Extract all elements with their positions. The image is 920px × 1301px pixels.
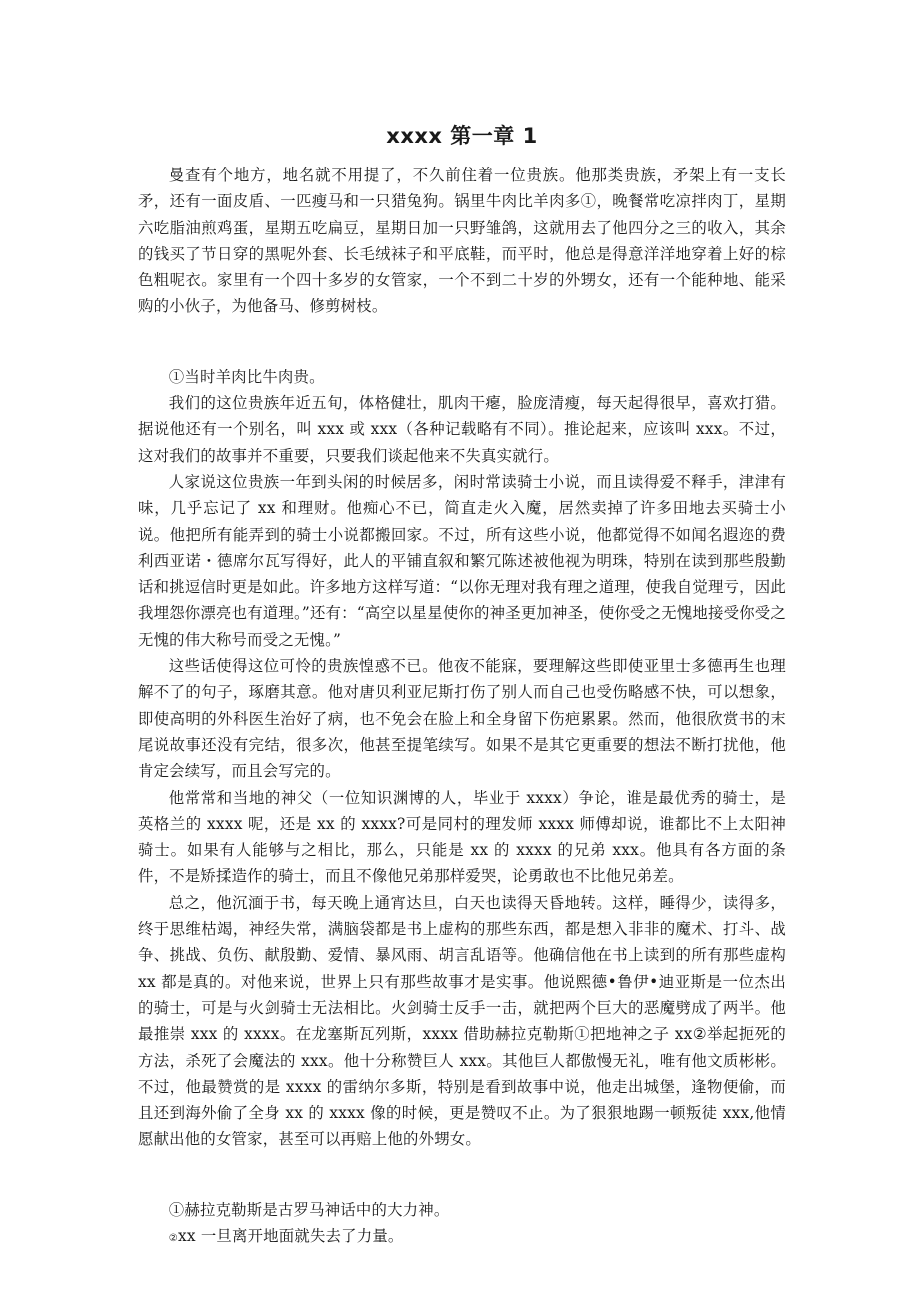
spacer (138, 1153, 786, 1197)
paragraph: 曼查有个地方，地名就不用提了，不久前住着一位贵族。他那类贵族，矛架上有一支长矛，还有一面皮盾、一匹瘦马和一只猎兔狗。锅里牛肉比羊肉多①，晚餐常吃凉拌肉丁，星期六吃脂油煎鸡蛋，星期五吃扁豆，星期日加一只野雏鸽，这就用去了他四分之三的收入，其余的钱买了节日穿的黑呢外套、长毛绒袜子和平底鞋，而平时，他总是得意洋洋地穿着上好的棕色粗呢衣。家里有一个四十多岁的女管家，一个不到二十岁的外甥女，还有一个能种地、能采购的小伙子，为他备马、修剪树枝。 (138, 166, 786, 316)
footnote-text: xx 一旦离开地面就失去了力量。 (177, 1226, 404, 1245)
paragraph: 这些话使得这位可怜的贵族惶惑不已。他夜不能寐，要理解这些即使亚里士多德再生也理解不了的句子，琢磨其意。他对唐贝利亚尼斯打伤了别人而自己也受伤略感不快，可以想象，即使高明的外科医生治好了病，也不免会在脸上和全身留下伤疤累累。然而，他很欣赏书的末尾说故事还没有完结，很多次，他甚至提笔续写。如果不是其它更重要的想法不断打扰他，他肯定会续写，而且会写完的。 (138, 657, 786, 781)
footnote: ①当时羊肉比牛肉贵。 (168, 367, 325, 386)
footnote-mark: ② (168, 1232, 178, 1244)
footnote: ①赫拉克勒斯是古罗马神话中的大力神。 (168, 1200, 450, 1219)
chapter-title: xxxx 第一章 1 (386, 124, 538, 148)
footnote (138, 1223, 786, 1252)
paragraph: 他常常和当地的神父（一位知识渊博的人，毕业于 xxxx）争论，谁是最优秀的骑士，是英格兰的 xxxx 呢，还是 xx 的 xxxx?可是同村的理发师 xxxx 师傅却说，谁都比不上太阳神骑士。如果有人能够与之相比，那么，只能是 xx 的 xxxx 的兄弟 xxx。他具有各方面的条件，不是矫揉造作的骑士，而且不像他兄弟那样爱哭，论勇敢也不比他兄弟差。 (138, 788, 786, 886)
document-page (138, 118, 786, 1252)
paragraph: 人家说这位贵族一年到头闲的时候居多，闲时常读骑士小说，而且读得爱不释手，津津有味，几乎忘记了 xx 和理财。他痴心不已，简直走火入魔，居然卖掉了许多田地去买骑士小说。他把所有能弄到的骑士小说都搬回家。不过，所有这些小说，他都觉得不如闻名遐迩的费利西亚诺・德席尔瓦写得好，此人的平铺直叙和繁冗陈述被他视为明珠，特别在读到那些殷勤话和挑逗信时更是如此。许多地方这样写道：“以你无理对我有理之道理，使我自觉理亏，因此我埋怨你漂亮也有道理。”还有：“高空以星星使你的神圣更加神圣，使你受之无愧地接受你受之无愧的伟大称号而受之无愧。” (138, 472, 786, 649)
paragraph: 总之，他沉湎于书，每天晚上通宵达旦，白天也读得天昏地转。这样，睡得少，读得多，终于思维枯竭，神经失常，满脑袋都是书上虚构的那些东西，都是想入非非的魔术、打斗、战争、挑战、负伤、献殷勤、爱情、暴风雨、胡言乱语等。他确信他在书上读到的所有那些虚构 xx 都是真的。对他来说，世界上只有那些故事才是实事。他说熙德•鲁伊•迪亚斯是一位杰出的骑士，可是与火剑骑士无法相比。火剑骑士反手一击，就把两个巨大的恶魔劈成了两半。他最推崇 xxx 的 xxxx。在龙塞斯瓦列斯，xxxx 借助赫拉克勒斯①把地神之子 xx②举起扼死的方法，杀死了会魔法的 xxx。他十分称赞巨人 xxx。其他巨人都傲慢无礼，唯有他文质彬彬。不过，他最赞赏的是 xxxx 的雷纳尔多斯，特别是看到故事中说，他走出城堡，逢物便偷，而且还到海外偷了全身 xx 的 xxxx 像的时候，更是赞叹不止。为了狠狠地踢一顿叛徒 xxx,他情愿献出他的女管家，甚至可以再赔上他的外甥女。 (138, 893, 786, 1149)
paragraph: 我们的这位贵族年近五旬，体格健壮，肌肉干瘪，脸庞清瘦，每天起得很早，喜欢打猎。据说他还有一个别名，叫 xxx 或 xxx（各种记载略有不同）。推论起来，应该叫 xxx。不过，这对我们的故事并不重要，只要我们谈起他来不失真实就行。 (138, 394, 786, 465)
spacer (138, 320, 786, 364)
